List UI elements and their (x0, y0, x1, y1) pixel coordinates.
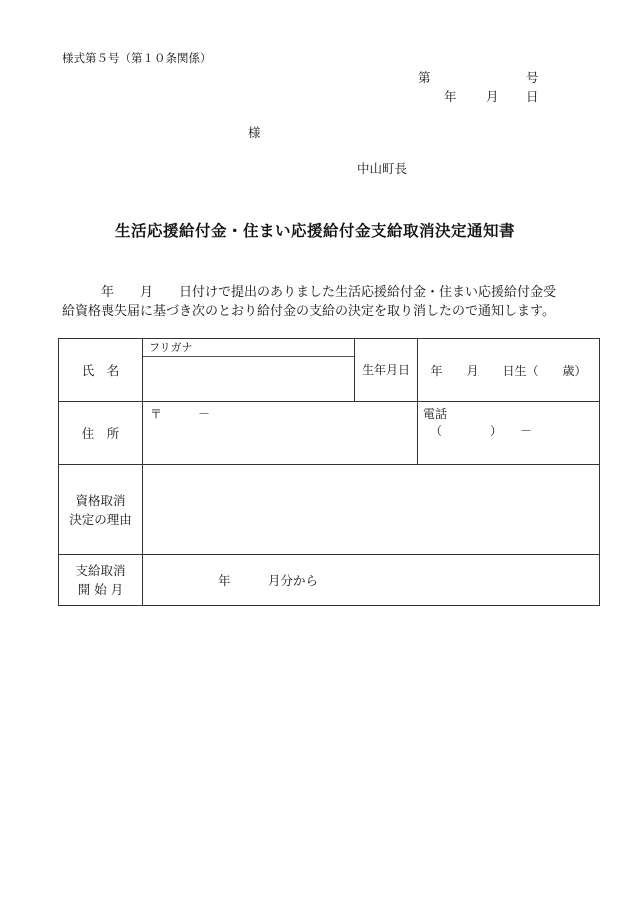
name-field (143, 339, 355, 402)
furigana-label: フリガナ (143, 339, 354, 357)
form-reference: 様式第５号（第１０条関係） (62, 51, 212, 65)
phone-value: （ ） － (430, 424, 533, 438)
issue-date-year: 年 (444, 89, 457, 104)
start-month-label-line-2: 開 始 月 (77, 582, 124, 597)
phone-label: 電話 (423, 407, 448, 421)
reason-row (59, 465, 600, 555)
notice-body-line-2: 給資格喪失届に基づき次のとおり給付金の支給の決定を取り消したので通知します。 (62, 304, 555, 319)
document-number-suffix: 号 (526, 70, 539, 85)
reason-field (143, 465, 600, 555)
name-label: 氏 名 (59, 339, 143, 402)
document-title: 生活応援給付金・住まい応援給付金支給取消決定通知書 (114, 221, 515, 240)
notice-body-line-1: 年 月 日付けで提出のありました生活応援給付金・住まい応援給付金受 (62, 285, 557, 300)
reason-label (59, 465, 143, 555)
start-month-label (59, 555, 143, 606)
start-month-field (143, 555, 600, 606)
dob-label: 生年月日 (355, 339, 418, 402)
issuer-name: 中山町長 (357, 161, 408, 176)
phone-field (418, 402, 600, 465)
issue-date-day: 日 (526, 89, 539, 104)
reason-label-line-2: 決定の理由 (69, 511, 132, 527)
start-month-label-line-1: 支給取消 (75, 563, 126, 578)
start-month-row (59, 555, 600, 606)
address-row (59, 402, 600, 465)
notice-table (58, 338, 600, 606)
dob-value: 年 月 日生（ 歳） (418, 339, 600, 402)
start-month-value: 年 月分から (218, 573, 319, 588)
postal-code-mark: 〒 － (150, 407, 211, 421)
document-number-prefix: 第 (418, 70, 431, 85)
address-field (143, 402, 418, 465)
issue-date-month: 月 (486, 89, 499, 104)
name-row (59, 339, 600, 402)
notice-body (62, 283, 598, 321)
address-label: 住 所 (59, 402, 143, 465)
recipient-honorific: 様 (248, 125, 261, 140)
reason-label-line-1: 資格取消 (75, 492, 126, 508)
